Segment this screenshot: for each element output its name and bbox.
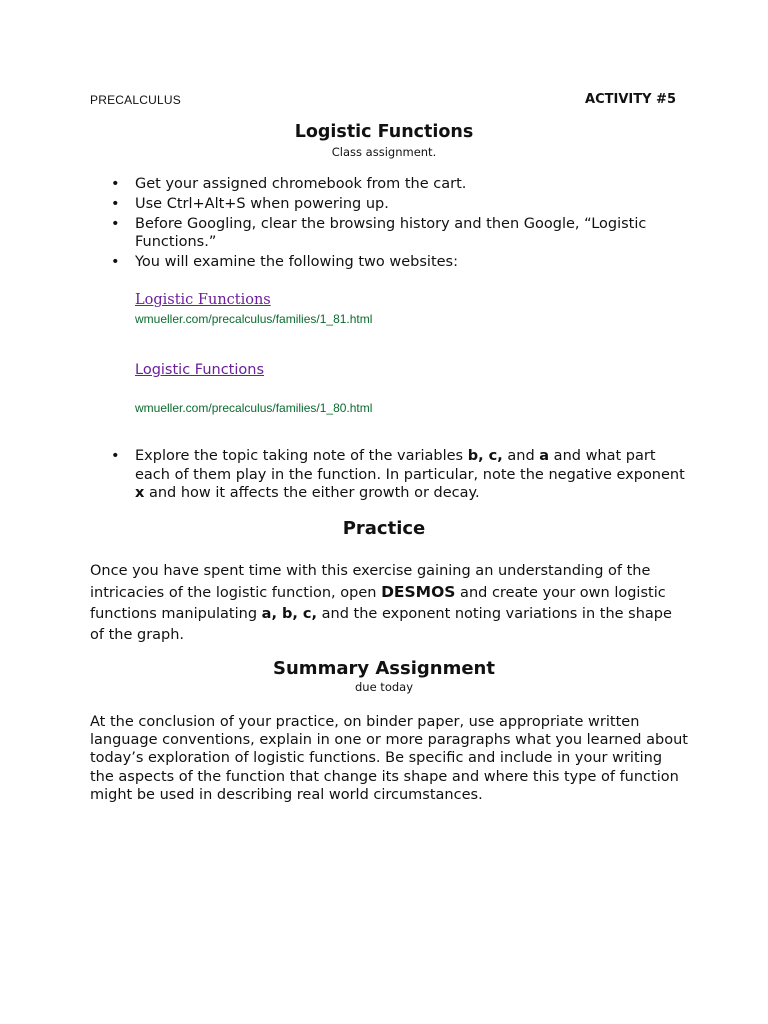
list-item bbox=[90, 195, 680, 213]
website-url-2: wmueller.com/precalculus/families/1_80.html bbox=[135, 401, 373, 415]
explore-text-part: Explore the topic taking note of the variables bbox=[135, 448, 468, 464]
practice-text-part: and the exponent noting variations in the shape of the graph. bbox=[90, 606, 672, 643]
summary-subtitle: due today bbox=[354, 680, 414, 694]
list-item-text: You will examine the following two websites: bbox=[135, 254, 459, 270]
summary-paragraph: At the conclusion of your practice, on binder paper, use appropriate written language conventions, explain in one or more paragraphs what you learned about today’s exploration of logistic functions. Be specific and include in your writing the aspects of the function that change its shape and where this type of function might be used in describing real world circumstances. bbox=[90, 714, 688, 803]
practice-text-part: Once you have spent time with this exercise gaining an understanding of the intricacies of the logistic function, open bbox=[90, 563, 651, 601]
practice-paragraph bbox=[90, 561, 690, 646]
course-label: PRECALCULUS bbox=[90, 93, 181, 107]
list-item-text: Before Googling, clear the browsing history and then Google, “Logistic Functions.” bbox=[135, 216, 647, 250]
bullet-icon: • bbox=[111, 176, 120, 192]
list-item bbox=[90, 175, 680, 193]
bullet-icon: • bbox=[111, 448, 120, 464]
list-item-text: Get your assigned chromebook from the cart. bbox=[135, 176, 467, 192]
variables-abc: a, b, c, bbox=[261, 606, 318, 622]
summary-heading: Summary Assignment bbox=[273, 658, 495, 679]
explore-text-part: and what part each of them play in the function. In particular, note the negative exponent bbox=[135, 448, 685, 483]
desmos-label: DESMOS bbox=[381, 583, 456, 601]
activity-label: ACTIVITY #5 bbox=[585, 92, 676, 107]
logistic-functions-link-2[interactable]: Logistic Functions bbox=[135, 362, 265, 378]
explore-text-part: and how it affects the either growth or decay. bbox=[144, 485, 480, 501]
variable-a: a bbox=[539, 448, 550, 464]
page-title: Logistic Functions bbox=[294, 122, 474, 142]
website-url-1: wmueller.com/precalculus/families/1_81.html bbox=[135, 312, 373, 326]
page-subtitle: Class assignment. bbox=[331, 145, 437, 159]
explore-text bbox=[135, 447, 690, 503]
variables-bc: b, c, bbox=[467, 448, 503, 464]
bullet-icon: • bbox=[111, 254, 120, 270]
practice-heading: Practice bbox=[342, 518, 426, 539]
practice-text-part: and create your own logistic functions manipulating bbox=[90, 585, 666, 622]
explore-text-part: and bbox=[502, 448, 540, 464]
instruction-list bbox=[90, 175, 680, 273]
explore-instruction bbox=[90, 447, 690, 503]
list-item bbox=[90, 253, 680, 271]
bullet-icon: • bbox=[111, 216, 120, 232]
logistic-functions-link-1[interactable]: Logistic Functions bbox=[135, 292, 271, 308]
list-item bbox=[90, 215, 680, 251]
variable-x: x bbox=[135, 485, 145, 501]
bullet-icon: • bbox=[111, 196, 120, 212]
list-item-text: Use Ctrl+Alt+S when powering up. bbox=[135, 196, 389, 212]
